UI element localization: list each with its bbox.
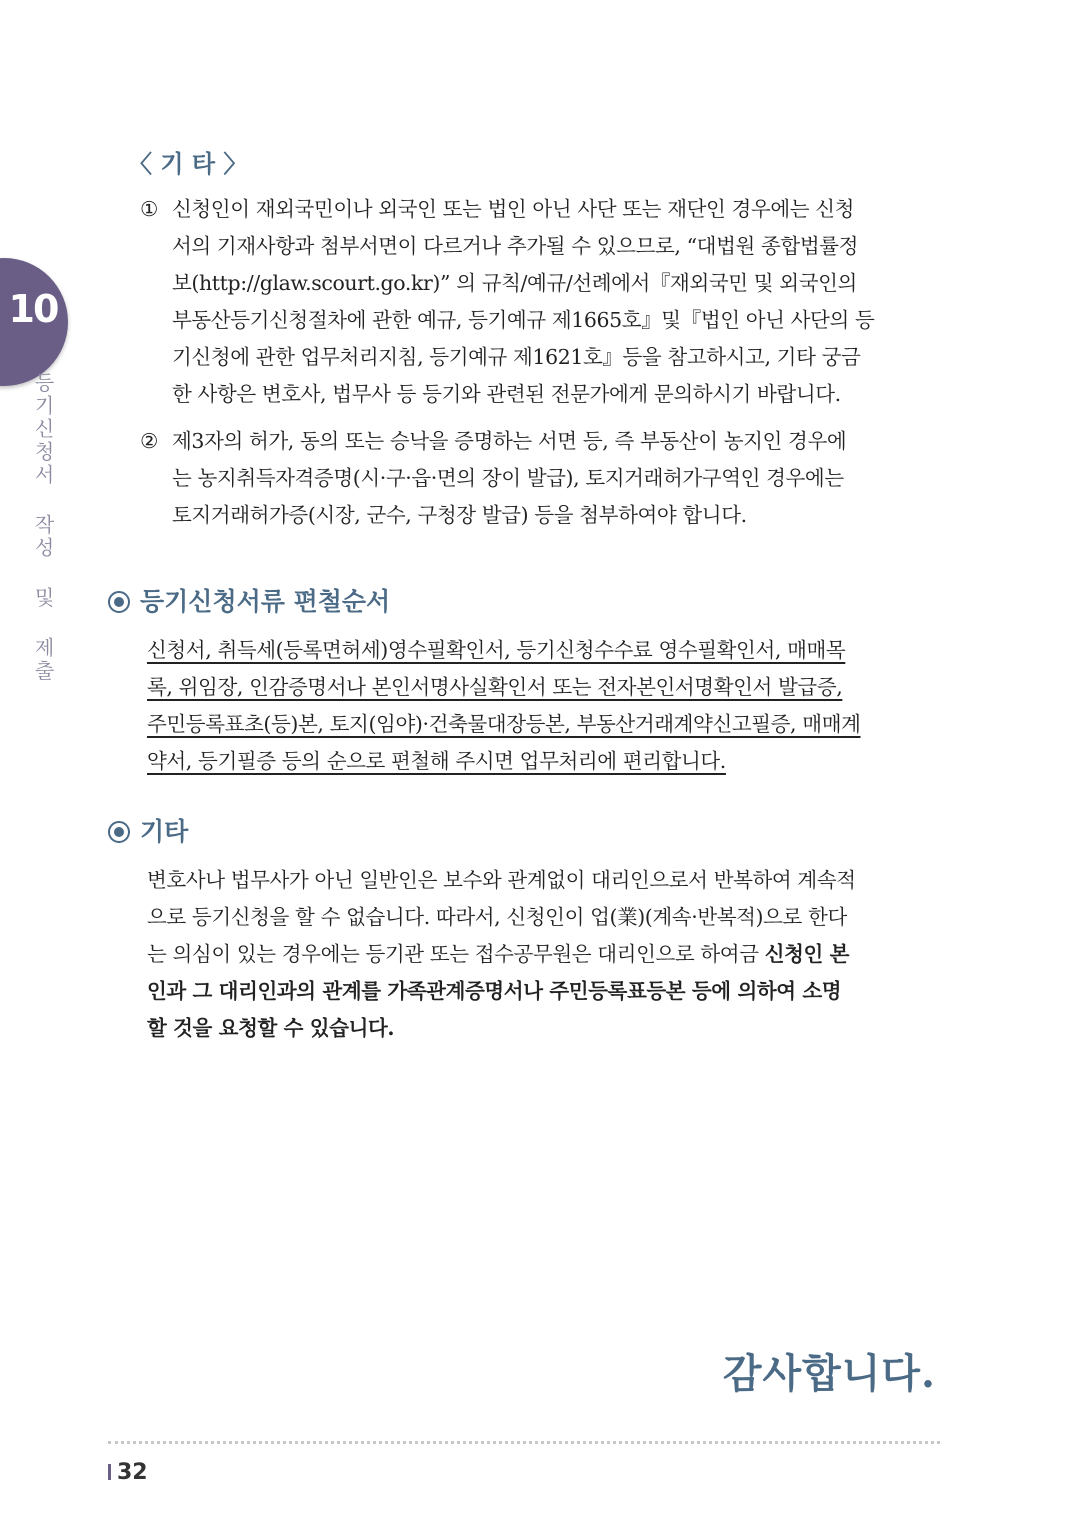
other-paragraph — [147, 862, 942, 1047]
note-marker: ① — [140, 197, 158, 221]
other-subhead: 〈 기 타 〉 — [128, 150, 248, 178]
paragraph-line: 할 것을 요청할 수 있습니다. — [147, 1016, 395, 1040]
paragraph-line: 약서, 등기필증 등의 순으로 편철해 주시면 업무처리에 편리합니다. — [147, 749, 726, 773]
note-line: 기신청에 관한 업무처리지침, 등기예규 제1621호』등을 참고하시고, 기타 궁금 — [172, 345, 861, 369]
bullet-icon — [108, 821, 130, 843]
section-heading-other: 기타 — [108, 812, 188, 848]
note-item-1 — [140, 191, 940, 413]
paragraph-line: 는 의심이 있는 경우에는 등기관 또는 접수공무원은 대리인으로 하여금 신청인 본 — [147, 942, 850, 966]
page-number: 32 — [108, 1460, 148, 1485]
paragraph-line: 으로 등기신청을 할 수 없습니다. 따라서, 신청인이 업(業)(계속·반복적)으로 한다 — [147, 905, 847, 929]
bullet-icon — [108, 591, 130, 613]
note-marker: ② — [140, 429, 158, 453]
paragraph-line: 변호사나 법무사가 아닌 일반인은 보수와 관계없이 대리인으로서 반복하여 계속적 — [147, 868, 856, 892]
note-line: 서의 기재사항과 첨부서면이 다르거나 추가될 수 있으므로, “대법원 종합법률정 — [172, 234, 859, 258]
note-item-2 — [140, 423, 940, 534]
chapter-title: 등기신청서 작성 및 제출 — [31, 372, 55, 683]
note-line: 보(http://glaw.scourt.go.kr)” 의 규칙/예규/선례에서『재외국민 및 외국인의 — [172, 271, 857, 295]
closing-thanks: 감사합니다. — [722, 1350, 936, 1397]
chapter-number: 10 — [8, 287, 58, 331]
section-heading-filing-order: 등기신청서류 편철순서 — [108, 582, 390, 618]
paragraph-line: 인과 그 대리인과의 관계를 가족관계증명서나 주민등록표등본 등에 의하여 소명 — [147, 979, 842, 1003]
note-line: 토지거래허가증(시장, 군수, 구청장 발급) 등을 첨부하여야 합니다. — [172, 503, 747, 527]
page-marker-icon — [108, 1464, 111, 1480]
note-line: 한 사항은 변호사, 법무사 등 등기와 관련된 전문가에게 문의하시기 바랍니다. — [172, 382, 841, 406]
filing-order-paragraph — [147, 632, 942, 780]
note-line: ① 신청인이 재외국민이나 외국인 또는 법인 아닌 사단 또는 재단인 경우에는 신청 — [140, 191, 940, 228]
footer-divider — [108, 1441, 940, 1444]
note-line: ② 제3자의 허가, 동의 또는 승낙을 증명하는 서면 등, 즉 부동산이 농지인 경우에 — [140, 423, 940, 460]
paragraph-line: 신청서, 취득세(등록면허세)영수필확인서, 등기신청수수료 영수필확인서, 매매목 — [147, 638, 846, 662]
note-line: 는 농지취득자격증명(시·구·읍·면의 장이 발급), 토지거래허가구역인 경우에는 — [172, 466, 844, 490]
paragraph-line: 주민등록표초(등)본, 토지(임야)·건축물대장등본, 부동산거래계약신고필증, 매매계 — [147, 712, 861, 736]
note-line: 부동산등기신청절차에 관한 예규, 등기예규 제1665호』및『법인 아닌 사단의 등 — [172, 308, 875, 332]
paragraph-line: 록, 위임장, 인감증명서나 본인서명사실확인서 또는 전자본인서명확인서 발급증, — [147, 675, 843, 699]
